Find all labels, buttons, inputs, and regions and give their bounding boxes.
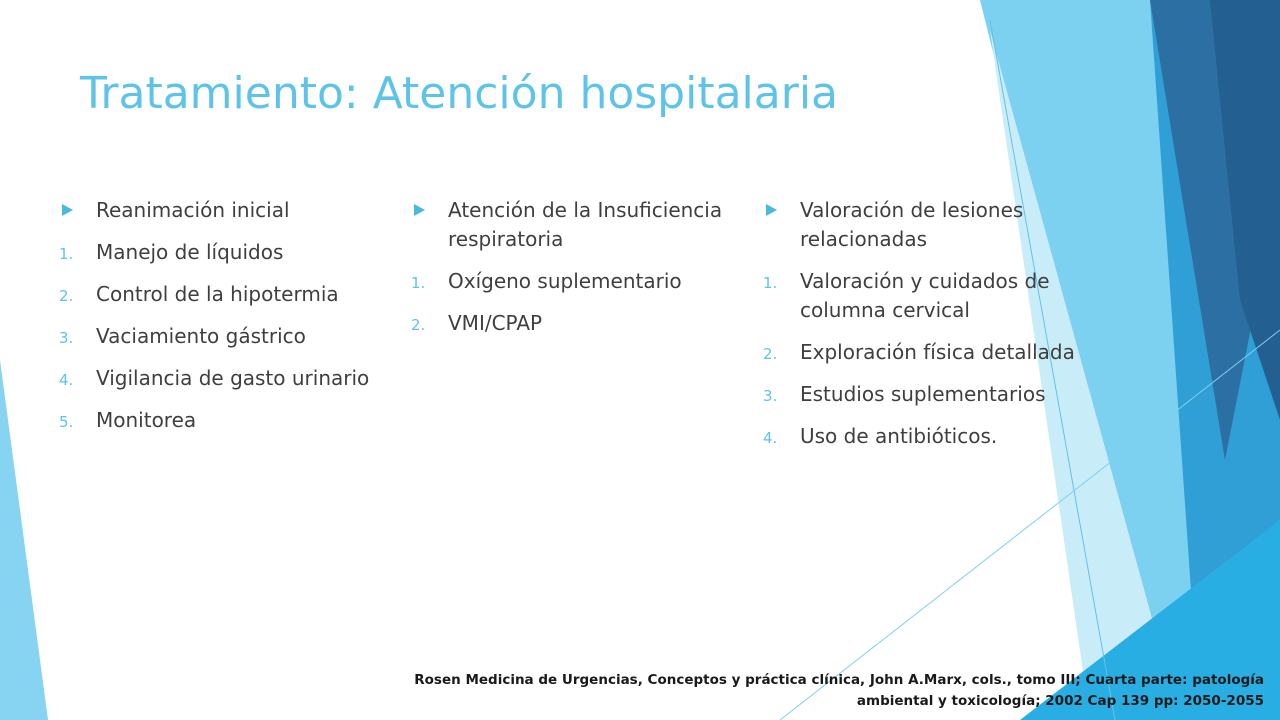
list-item-text: Manejo de líquidos <box>96 240 284 264</box>
list-item-text: Estudios suplementarios <box>800 382 1046 406</box>
list-number: 2. <box>763 345 778 363</box>
triangle-bullet-icon <box>414 204 425 216</box>
triangle-bullet-icon <box>62 204 73 216</box>
list-item <box>762 338 1082 367</box>
list-item <box>762 380 1082 409</box>
column-valoracion-lesiones <box>762 196 1082 464</box>
column-heading <box>58 196 378 225</box>
list-number: 2. <box>59 287 74 305</box>
list-item-text: Oxígeno suplementario <box>448 269 682 293</box>
list-item-text: Uso de antibióticos. <box>800 424 998 448</box>
triangle-bullet-icon <box>766 204 777 216</box>
list-number: 3. <box>763 387 778 405</box>
column-insuficiencia-respiratoria <box>410 196 740 351</box>
list-item <box>762 422 1082 451</box>
list-item-text: Valoración y cuidados de columna cervical <box>800 269 1050 322</box>
list-number: 1. <box>59 245 74 263</box>
list-item-text: Control de la hipotermia <box>96 282 339 306</box>
list-number: 4. <box>59 371 74 389</box>
column-heading-text: Reanimación inicial <box>96 198 290 222</box>
left-wedge-shape <box>0 360 48 720</box>
column-reanimacion <box>58 196 378 448</box>
list-number: 1. <box>763 274 778 292</box>
column-heading <box>762 196 1082 254</box>
list-item <box>58 406 378 435</box>
column-heading-text: Valoración de lesiones relacionadas <box>800 198 1024 251</box>
list-item-text: Monitorea <box>96 408 197 432</box>
list-item <box>58 280 378 309</box>
column-heading-text: Atención de la Insuficiencia respiratoria <box>448 198 723 251</box>
citation-footnote: Rosen Medicina de Urgencias, Conceptos y práctica clínica, John A.Marx, cols., tomo III; Cuarta parte: patología ambiental y toxicología; 2002 Cap 139 pp: 2050-2055 <box>414 672 1264 709</box>
list-item <box>410 309 740 338</box>
list-item-text: Exploración física detallada <box>800 340 1075 364</box>
list-item-text: Vaciamiento gástrico <box>96 324 306 348</box>
list-item <box>58 238 378 267</box>
column-heading <box>410 196 740 254</box>
list-item <box>410 267 740 296</box>
list-number: 2. <box>411 316 426 334</box>
list-number: 1. <box>411 274 426 292</box>
list-item-text: Vigilancia de gasto urinario <box>96 366 370 390</box>
list-number: 5. <box>59 413 74 431</box>
list-item <box>58 322 378 351</box>
list-number: 4. <box>763 429 778 447</box>
list-item <box>58 364 378 393</box>
slide-title: Tratamiento: Atención hospitalaria <box>80 68 839 119</box>
list-item-text: VMI/CPAP <box>448 311 543 335</box>
list-item <box>762 267 1082 325</box>
list-number: 3. <box>59 329 74 347</box>
